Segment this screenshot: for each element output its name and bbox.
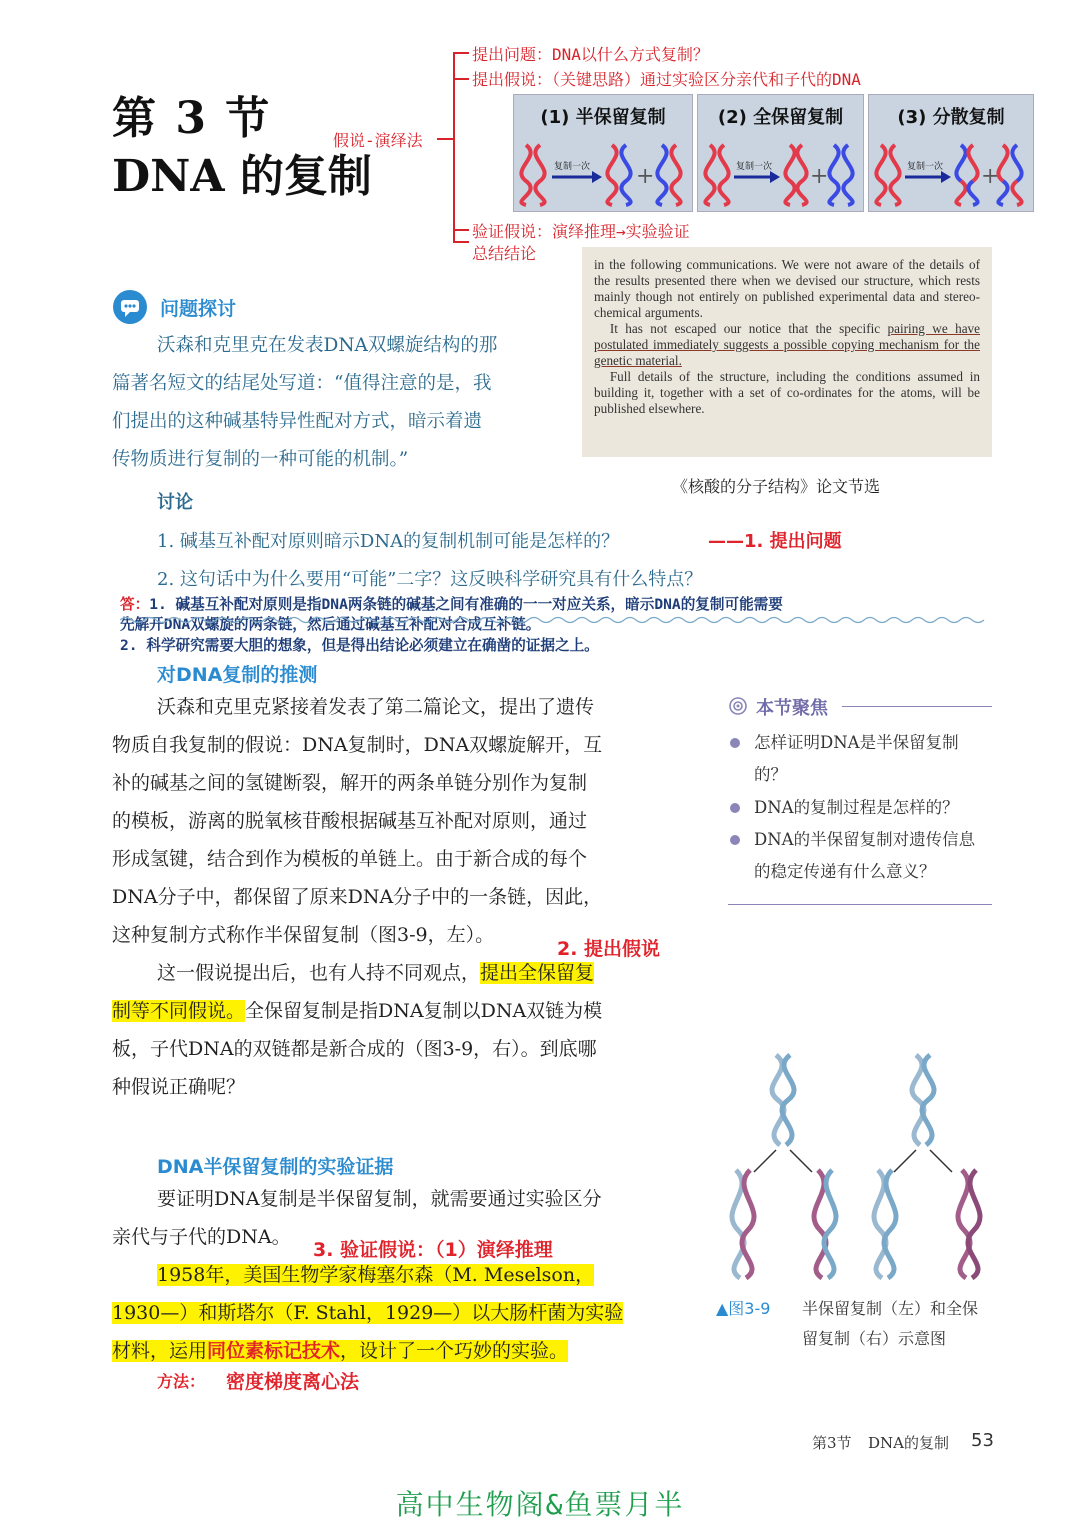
problem-heading: 问题探讨 [160, 298, 237, 320]
evidence-hl-line-1: 1958年，美国生物学家梅塞尔森（M. Meselson， [157, 1264, 595, 1286]
note-propose-hypothesis: 2. 提出假说 [557, 938, 661, 960]
problem-line-2: 篇著名短文的结尾处写道：“值得注意的是，我 [112, 373, 492, 394]
excerpt-p3: Full details of the structure, including the conditions assumed in building it, together with a set of co-ordinates for the atoms, will be published elsewhere. [594, 369, 980, 416]
bracket-tick-4 [453, 241, 469, 243]
inference-line-2: 物质自我复制的假说：DNA复制时，DNA双螺旋解开，互 [112, 734, 603, 756]
figure-label: ▲图3-9 [716, 1299, 771, 1318]
replication-diagram [698, 139, 863, 207]
answer-line-1: 答：1. 碱基互补配对原则是指DNA两条链的碱基之间有准确的一一对应关系，暗示DNA的复制可能需要 [120, 596, 783, 613]
method-label: 方法： [157, 1372, 206, 1391]
footer-title: DNA的复制 [868, 1434, 949, 1452]
footer-section: 第3节 [812, 1434, 852, 1452]
model-conservative [697, 94, 864, 212]
problem-line-3: 们提出的这种碱基特异性配对方式，暗示着遗 [112, 411, 483, 432]
target-icon [728, 696, 748, 716]
answer-line-2: 先解开DNA双螺旋的两条链，然后通过碱基互补配对合成互补链。 [120, 616, 541, 633]
evidence-line-1: 要证明DNA复制是半保留复制，就需要通过实验区分 [157, 1188, 602, 1210]
section-title: DNA 的复制 [112, 151, 372, 202]
bracket-tick-3 [453, 229, 469, 231]
svg-text:+: + [981, 164, 1000, 189]
replication-diagram [869, 139, 1033, 207]
arrow-text: 复制一次 [907, 162, 944, 172]
problem-line-1: 沃森和克里克在发表DNA双螺旋结构的那 [157, 335, 498, 356]
replication-diagram [514, 139, 692, 207]
inference-p2-line-4: 种假说正确呢？ [112, 1076, 246, 1098]
note-verify-deduction: 3. 验证假说：（1）演绎推理 [313, 1239, 553, 1261]
focus-bottom-rule [728, 904, 992, 905]
model-label: (1) 半保留复制 [540, 107, 666, 128]
svg-text:+: + [636, 164, 655, 189]
inference-line-1: 沃森和克里克紧接着发表了第二篇论文，提出了遗传 [157, 696, 595, 718]
discuss-label: 讨论 [157, 492, 193, 513]
inference-p2-line-1: 这一假说提出后，也有人持不同观点，提出全保留复 [157, 962, 595, 984]
excerpt-p1: in the following communications. We were not aware of the details of the results presented there when we devised our structure, which rests mainly though not entirely on published experimental data and stereo-chemical arguments. [594, 257, 980, 320]
evidence-hl-line-2: 1930—）和斯塔尔（F. Stahl，1929—）以大肠杆菌为实验 [112, 1302, 624, 1324]
inference-p2-line-3: 板，子代DNA的双链都是新合成的（图3-9，右）。到底哪 [112, 1038, 597, 1060]
inference-line-7: 这种复制方式称作半保留复制（图3-9，左）。 [112, 924, 495, 946]
discuss-question-1: 1. 碱基互补配对原则暗示DNA的复制机制可能是怎样的？ [157, 531, 620, 552]
bracket-stem [437, 138, 453, 140]
model-label: (2) 全保留复制 [717, 107, 844, 128]
focus-item-2: DNA的复制过程是怎样的？ [754, 798, 959, 817]
focus-item-3a: DNA的半保留复制对遗传信息 [754, 830, 976, 849]
excerpt-caption: 《核酸的分子结构》论文节选 [672, 477, 881, 496]
arrow-text: 复制一次 [554, 162, 591, 172]
annotation-verify: 验证假说：演绎推理→实验验证 [472, 222, 690, 241]
method-value: 密度梯度离心法 [226, 1371, 360, 1393]
annotation-propose-question: 提出问题：DNA以什么方式复制？ [472, 45, 709, 64]
inference-heading: 对DNA复制的推测 [157, 664, 318, 686]
inference-p2-line-2: 制等不同假说。全保留复制是指DNA复制以DNA双链为模 [112, 1000, 603, 1022]
focus-item-3b: 的稳定传递有什么意义？ [754, 862, 936, 881]
focus-bullet [730, 835, 740, 845]
evidence-line-2: 亲代与子代的DNA。 [112, 1226, 291, 1248]
method-annotation: 假说-演绎法 [333, 131, 423, 150]
inference-line-5: 形成氢键，结合到作为模板的单链上。由于新合成的每个 [112, 848, 588, 870]
model-dispersive [868, 94, 1034, 212]
answer-line-3: 2. 科学研究需要大胆的想象，但是得出结论必须建立在确凿的证据之上。 [120, 637, 599, 654]
inference-line-4: 的模板，游离的脱氧核苷酸根据碱基互补配对原则，通过 [112, 810, 588, 832]
bracket-tick-1 [453, 52, 469, 54]
annotation-conclude: 总结结论 [472, 244, 537, 263]
focus-item-1a: 怎样证明DNA是半保留复制 [754, 733, 959, 752]
page-number: 53 [971, 1430, 994, 1451]
focus-bullet [730, 738, 740, 748]
inference-line-6: DNA分子中，都保留了原来DNA分子中的一条链，因此， [112, 886, 603, 908]
paper-excerpt [582, 247, 992, 457]
focus-item-1b: 的？ [754, 765, 787, 784]
wavy-underline [120, 615, 992, 625]
chat-bubble-icon [113, 290, 147, 324]
focus-bullet [730, 803, 740, 813]
arrow-text: 复制一次 [736, 162, 773, 172]
model-label: (3) 分散复制 [897, 107, 1005, 128]
section-number: 第 3 节 [112, 93, 272, 144]
focus-heading: 本节聚焦 [756, 698, 828, 719]
problem-line-4: 传物质进行复制的一种可能的机制。” [112, 449, 409, 470]
watermark: 高中生物阁&鱼票月半 [395, 1488, 685, 1521]
excerpt-p2: It has not escaped our notice that the specific pairing we have postulated immediately suggests a possible copying mechanism for the genetic material. [594, 321, 980, 368]
bracket-vertical [453, 52, 455, 242]
bracket-tick-2 [453, 78, 469, 80]
focus-top-rule [842, 706, 992, 707]
annotation-propose-hypothesis: 提出假说：（关键思路）通过实验区分亲代和子代的DNA [472, 70, 861, 89]
figure-caption-line-2: 留复制（右）示意图 [802, 1329, 947, 1348]
figure-3-9-diagram [718, 1050, 1008, 1280]
model-semiconservative [513, 94, 693, 212]
inference-line-3: 补的碱基之间的氢键断裂，解开的两条单链分别作为复制 [112, 772, 588, 794]
discuss-question-2: 2. 这句话中为什么要用“可能”二字？这反映科学研究具有什么特点？ [157, 569, 703, 590]
figure-caption-line-1: 半保留复制（左）和全保 [802, 1299, 979, 1318]
evidence-hl-line-3: 材料，运用同位素标记技术，设计了一个巧妙的实验。 [112, 1340, 569, 1362]
evidence-heading: DNA半保留复制的实验证据 [157, 1156, 394, 1178]
note-propose-question: ——1. 提出问题 [708, 531, 842, 552]
svg-text:+: + [810, 164, 829, 189]
